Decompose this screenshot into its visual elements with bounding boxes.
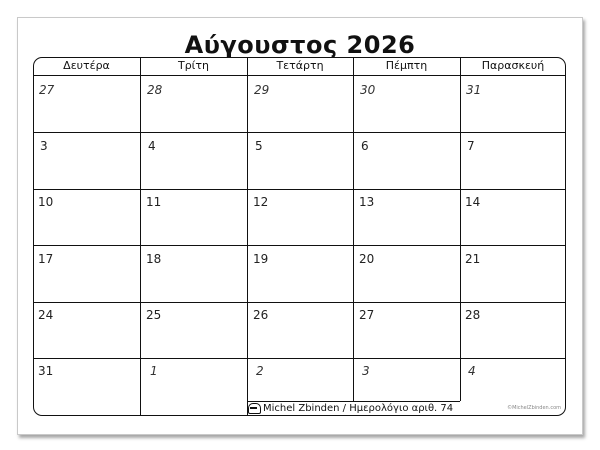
day-number: 27	[359, 308, 375, 322]
day-number: 3	[40, 139, 48, 153]
day-number: 5	[255, 139, 263, 153]
day-number: 12	[253, 195, 269, 209]
week-divider	[33, 358, 566, 359]
day-number: 26	[253, 308, 269, 322]
weekday-tuesday: Τρίτη	[177, 59, 210, 72]
day-number: 14	[465, 195, 481, 209]
watermark: ©MichelZbinden.com	[507, 405, 561, 411]
day-divider	[460, 57, 461, 401]
calendar-frame	[33, 57, 566, 416]
weekday-wednesday: Τετάρτη	[276, 59, 324, 72]
calendar-title: Αύγουστος 2026	[184, 31, 416, 59]
day-number-next-month: 2	[256, 364, 264, 378]
author-logo-icon	[248, 403, 261, 414]
week-divider	[33, 132, 566, 133]
day-number-prev-month: 30	[360, 83, 376, 97]
day-number-prev-month: 28	[147, 83, 163, 97]
week-divider	[33, 302, 566, 303]
week-divider	[33, 189, 566, 190]
day-number: 7	[467, 139, 475, 153]
weekday-thursday: Πέμπτη	[385, 59, 428, 72]
day-number: 24	[38, 308, 54, 322]
day-number: 6	[361, 139, 369, 153]
day-divider	[140, 57, 141, 416]
day-number: 25	[146, 308, 162, 322]
day-number: 11	[146, 195, 162, 209]
footer-credit: Michel Zbinden / Ημερολόγιο αριθ. 74	[263, 403, 454, 414]
week-divider	[33, 245, 566, 246]
day-number: 28	[465, 308, 481, 322]
day-number: 18	[146, 252, 162, 266]
day-number-next-month: 1	[150, 364, 158, 378]
day-number-prev-month: 27	[39, 83, 55, 97]
header-divider	[33, 75, 566, 76]
day-number-next-month: 3	[362, 364, 370, 378]
weekday-friday: Παρασκευή	[481, 59, 545, 72]
calendar-footer	[248, 401, 453, 416]
day-number: 10	[38, 195, 54, 209]
day-number: 13	[359, 195, 375, 209]
day-number: 21	[465, 252, 481, 266]
day-number: 20	[359, 252, 375, 266]
day-number-prev-month: 29	[254, 83, 270, 97]
day-number-prev-month: 31	[466, 83, 482, 97]
day-number-next-month: 4	[468, 364, 476, 378]
weekday-monday: Δευτέρα	[63, 59, 110, 72]
day-divider	[247, 57, 248, 416]
day-number: 4	[148, 139, 156, 153]
day-number: 31	[38, 364, 54, 378]
day-number: 19	[253, 252, 269, 266]
day-divider	[353, 57, 354, 401]
day-number: 17	[38, 252, 54, 266]
